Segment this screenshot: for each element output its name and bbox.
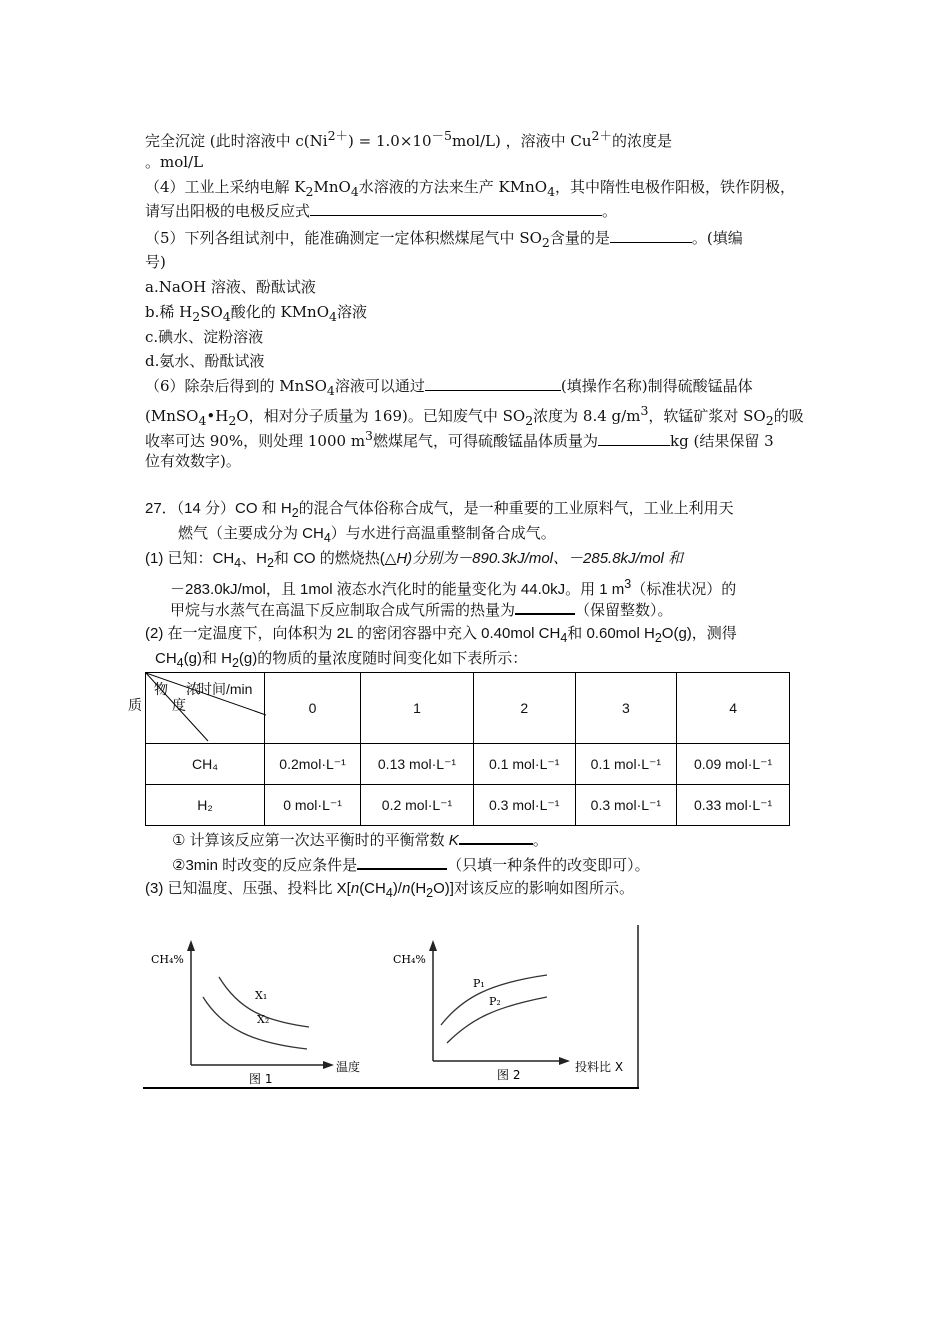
fig2-y-label: CH₄% — [393, 953, 426, 966]
q26-p4-line2: 请写出阳极的电极反应式 。 — [145, 202, 618, 220]
table-row — [146, 785, 790, 826]
q27-part1-line3: 甲烷与水蒸气在高温下反应制取合成气所需的热量为 （保留整数）。 — [170, 599, 673, 621]
q26-p6-line1: （6）除杂后得到的 MnSO$_4$溶液可以通过 (填操作名称)制得硫酸锰晶体 — [145, 377, 753, 398]
fig1-x-arrow-icon — [323, 1061, 334, 1069]
fig1-curve-x2 — [203, 997, 307, 1049]
fig1-y-label: CH₄% — [151, 953, 184, 966]
q26-p3-line2: 。mol/L — [145, 153, 204, 171]
table-cell: 0 mol·L⁻¹ — [265, 785, 361, 826]
figure-1 — [151, 940, 360, 1086]
fig2-p1-label: P₁ — [473, 977, 485, 990]
q26-p6-line3: 收率可达 90%，则处理 1000 $m^3$燃煤尾气，可得硫酸锰晶体质量为 kg (结果保留 3 — [145, 428, 774, 450]
table-cell: 0.2mol·L⁻¹ — [265, 744, 361, 785]
fig1-y-arrow-icon — [187, 940, 195, 951]
corner-nong-label: 浓 — [186, 681, 200, 697]
k-answer-blank[interactable] — [459, 829, 533, 845]
row-label: H₂ — [146, 785, 265, 826]
condition-answer-blank[interactable] — [357, 854, 447, 870]
fig2-p2-label: P₂ — [489, 995, 501, 1008]
fig1-caption: 图 1 — [249, 1072, 273, 1086]
q27-part2-line2: $CH_4(g)$和 $H_2(g)$的物质的量浓度随时间变化如下表所示： — [155, 650, 528, 670]
delta-icon: △ — [384, 550, 397, 567]
heat-answer-blank[interactable] — [515, 599, 575, 615]
table-cell: 0.3 mol·L⁻¹ — [575, 785, 677, 826]
fig1-x2-label: X₂ — [257, 1013, 270, 1026]
table-row — [146, 744, 790, 785]
time-header: 4 — [677, 673, 790, 744]
figures-image — [143, 925, 639, 1089]
fig1-x1-label: X₁ — [255, 989, 268, 1002]
q26-p3-line1: 完全沉淀 (此时溶液中 $c(Ni^{2+}) = 1.0\times 10^{-5}mol/L$) ，溶液中 $Cu^{2+}$的浓度是 — [145, 128, 673, 150]
fig1-x-label: 温度 — [336, 1060, 361, 1074]
fig2-x-label: 投料比 X — [575, 1060, 624, 1074]
q27-part3: (3) 已知温度、压强、投料比 $X[n(CH_4)/n(H_2O)]$对该反应的影响如图所示。 — [145, 880, 634, 900]
q27-line2: 燃气（主要成分为 $CH_4$）与水进行高温重整制备合成气。 — [178, 525, 556, 545]
option-c: c.碘水、淀粉溶液 — [145, 328, 264, 346]
q26-p4-line1: （4）工业上采纳电解 $K_2MnO_4$水溶液的方法来生产 KMnO$_4$，其中隋性电极作阳极，铁作阴极， — [145, 178, 796, 199]
option-d: d.氨水、酚酞试液 — [145, 352, 265, 370]
table-cell: 0.3 mol·L⁻¹ — [473, 785, 575, 826]
q27-sub2: ②3min 时改变的反应条件是 （只填一种条件的改变即可）。 — [172, 854, 650, 876]
reagent-answer-blank[interactable] — [610, 228, 692, 243]
row-label: CH₄ — [146, 744, 265, 785]
table-header-row — [146, 673, 790, 744]
anode-equation-blank[interactable] — [310, 201, 602, 216]
q26-p5-line2: 号) — [145, 253, 166, 271]
fig2-y-arrow-icon — [429, 940, 437, 951]
q27-line1: 27．（14 分）CO 和 $H_2$的混合气体俗称合成气，是一种重要的工业原料气，工业上利用天 — [145, 500, 734, 520]
time-header: 0 — [265, 673, 361, 744]
table-cell: 0.13 mol·L⁻¹ — [361, 744, 474, 785]
q26-p6-line2: ($MnSO_4•H_2O$，相对分子质量为 169)。已知废气中 $SO_2$浓度为 8.4 $g/m^3$，软锰矿浆对 $SO_2$的吸 — [145, 403, 804, 428]
table-cell: 0.1 mol·L⁻¹ — [473, 744, 575, 785]
corner-time-label: 时间/min — [198, 681, 253, 697]
q26-p5-line1: （5）下列各组试剂中，能准确测定一定体积燃煤尾气中 $SO_2$含量的是 。(填编 — [145, 229, 743, 250]
table-cell: 0.33 mol·L⁻¹ — [677, 785, 790, 826]
corner-zhi-label: 质 — [128, 697, 142, 713]
mass-answer-blank[interactable] — [598, 431, 670, 446]
table-corner-cell — [128, 673, 265, 744]
corner-du-label: 度 — [172, 697, 186, 713]
q27-part1-line2: －283.0kJ/mol，且 1mol 液态水汽化时的能量变化为 44.0kJ。用 1 $m^3$（标准状况）的 — [170, 577, 737, 598]
q27-part2-line1: (2) 在一定温度下，向体积为 2L 的密闭容器中充入 0.40mol $CH_4$和 0.60mol $H_2O(g)$，测得 — [145, 625, 737, 645]
table-cell: 0.2 mol·L⁻¹ — [361, 785, 474, 826]
concentration-table — [128, 672, 790, 826]
fig2-x-arrow-icon — [559, 1057, 570, 1065]
q27-sub1: ① 计算该反应第一次达平衡时的平衡常数 K 。 — [172, 829, 548, 851]
time-header: 1 — [361, 673, 474, 744]
table-cell: 0.1 mol·L⁻¹ — [575, 744, 677, 785]
q26-p6-line4: 位有效数字)。 — [145, 452, 241, 470]
q27-part1-line1: (1) 已知：$CH_4$、$H_2$和 CO 的燃烧热(△H)分别为－890.3kJ/mol、－285.8kJ/mol 和 — [145, 550, 684, 570]
option-b: b.稀 $H_2SO_4$酸化的 KMnO$_4$溶液 — [145, 303, 367, 324]
fig2-caption: 图 2 — [497, 1068, 521, 1082]
time-header: 3 — [575, 673, 677, 744]
option-a: a.NaOH 溶液、酚酞试液 — [145, 278, 316, 296]
figure-2 — [393, 940, 623, 1082]
table-cell: 0.09 mol·L⁻¹ — [677, 744, 790, 785]
time-header: 2 — [473, 673, 575, 744]
corner-wu-label: 物 — [154, 681, 168, 697]
operation-name-blank[interactable] — [425, 376, 561, 391]
